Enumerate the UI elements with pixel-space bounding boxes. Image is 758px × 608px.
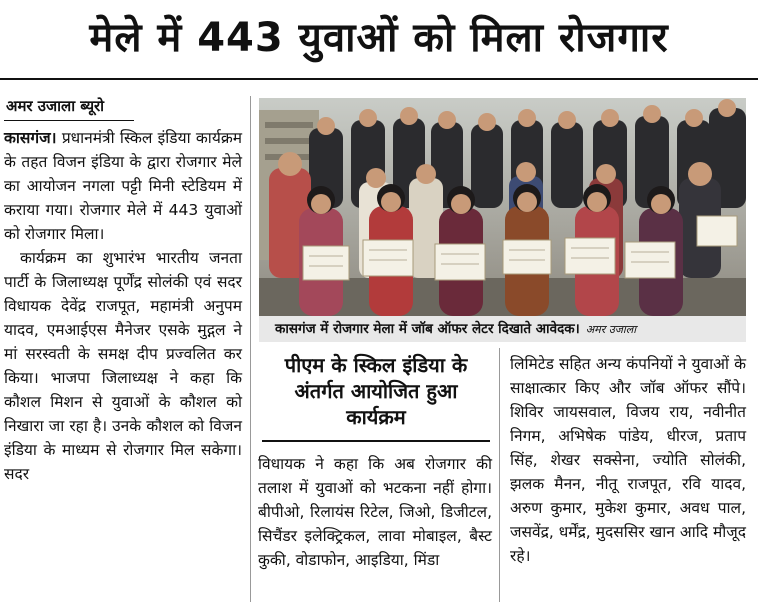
article-column-2 <box>258 452 492 572</box>
byline-rule <box>4 120 134 121</box>
column-divider <box>250 96 251 602</box>
headline-rule <box>0 78 758 80</box>
photo-caption <box>259 316 746 342</box>
photo-credit: अमर उजाला <box>585 323 637 336</box>
article-column-3 <box>510 352 746 568</box>
dateline: कासगंज। <box>4 129 57 147</box>
subheadline-rule <box>262 440 490 442</box>
article-paragraph-1: प्रधानमंत्री स्किल इंडिया कार्यक्रम के तहत विजन इंडिया के द्वारा रोजगार मेले का आयोजन नगला पट्टी मिनी स्टेडियम में कराया गया। रोजगार मेले में 443 युवाओं को रोजगार मिला। <box>4 129 242 243</box>
news-photo-graphic <box>259 98 746 316</box>
article-column-1 <box>4 126 242 486</box>
headline: मेले में 443 युवाओं को मिला रोजगार <box>89 15 669 61</box>
subheadline: पीएम के स्किल इंडिया के अंतर्गत आयोजित हुआ कार्यक्रम <box>284 353 468 429</box>
photo-caption-text: कासगंज में रोजगार मेला में जॉब ऑफर लेटर दिखाते आवेदक। <box>275 321 580 337</box>
article-paragraph-2: कार्यक्रम का शुभारंभ भारतीय जनता पार्टी के जिलाध्यक्ष पूर्णेंद्र सोलंकी एवं सदर विधायक देवेंद्र राजपूत, महामंत्री अनुपम यादव, एमआईएस मैनेजर एसके मुद्गल ने मां सरस्वती के समक्ष दीप प्रज्वलित कर किया। भाजपा जिलाध्यक्ष ने कहा कि कौशल मिशन से युवाओं के कौशल को निखारा जा रहा है। उनके कौशल को विजन इंडिया के माध्यम से रोजगार मिल सकेगा। सदर <box>4 249 242 483</box>
column-divider-2 <box>499 348 500 602</box>
byline: अमर उजाला ब्यूरो <box>6 97 105 115</box>
article-paragraph-3: विधायक ने कहा कि अब रोजगार की तलाश में युवाओं को भटकना नहीं होगा। बीपीओ, रिलायंस रिटेल, जिओ, डिजीटल, सिचैंडर इलेक्ट्रिकल, लावा मोबाइल, बैस्ट कुकी, वोडाफोन, आइडिया, मिंडा <box>258 455 492 569</box>
article-paragraph-4: लिमिटेड सहित अन्य कंपनियों ने युवाओं के साक्षात्कार किए और जॉब ऑफर सौंपे। शिविर जायसवाल, विजय राय, नवीनीत निगम, अभिषेक पांडेय, धीरज, प्रताप सिंह, शेखर सक्सेना, ज्योति सोलंकी, झलक मैनन, नीतू राजपूत, रवि यादव, अरुण कुमार, मुकेश कुमार, अवध पाल, जसवेंद्र, धर्मेंद्र, मुदससिर खान आदि मौजूद रहे। <box>510 355 746 565</box>
news-photo <box>259 98 746 316</box>
